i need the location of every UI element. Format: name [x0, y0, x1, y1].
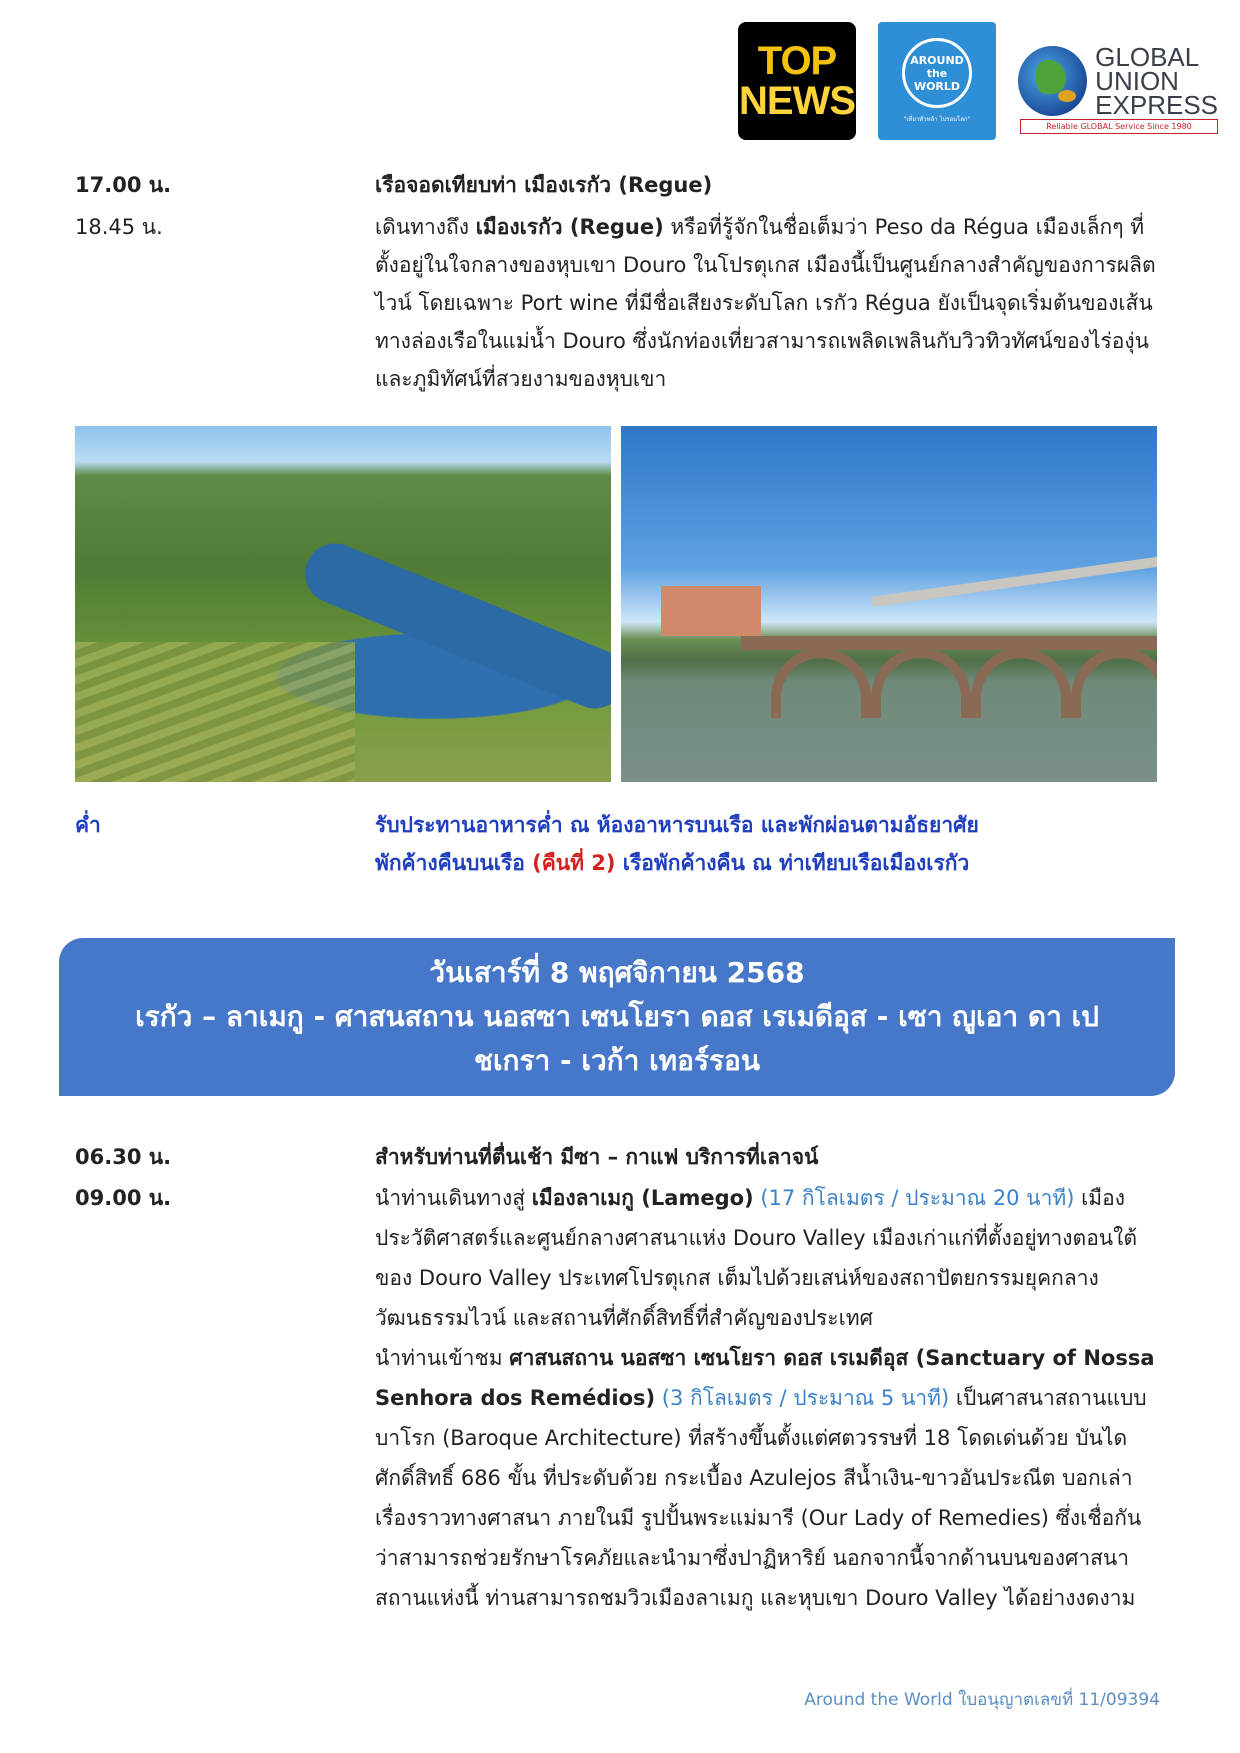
global-union-express-tagline: Reliable GLOBAL Service Since 1980	[1020, 119, 1218, 134]
topnews-logo	[738, 22, 856, 140]
day-banner-date: วันเสาร์ที่ 8 พฤศจิกายน 2568	[429, 956, 805, 989]
regua-bridge-photo	[621, 426, 1157, 782]
topnews-logo-word-1: TOP	[757, 39, 837, 83]
schedule-time: 09.00 น.	[75, 1186, 172, 1210]
schedule-row-0630	[75, 1138, 1160, 1176]
lamego-paragraph: นำท่านเดินทางสู่ เมืองลาเมกู (Lamego) (17 กิโลเมตร / ประมาณ 20 นาที) เมืองประวัติศาสตร์และศูนย์กลางศาสนาแห่ง Douro Valley เมืองเก่าแก่ที่ตั้งอยู่ทางตอนใต้ของ Douro Valley ประเทศโปรตุเกส เต็มไปด้วยเสน่ห์ของสถาปัตยกรรมยุคกลาง วัฒนธรรมไวน์ และสถานที่ศักดิ์สิทธิ์ที่สำคัญของประเทศ	[375, 1186, 1138, 1330]
schedule-description: รับประทานอาหารค่ำ ณ ห้องอาหารบนเรือ และพักผ่อนตามอัธยาศัย พักค้างคืนบนเรือ (คืนที่ 2) เรือพักค้างคืน ณ ท่าเทียบเรือเมืองเรกัว	[375, 813, 979, 875]
photo-strip	[75, 426, 1157, 782]
schedule-description: เรือจอดเทียบท่า เมืองเรกัว (Regue)	[375, 173, 713, 197]
schedule-time: 18.45 น.	[75, 215, 163, 239]
day-banner-route: เรกัว – ลาเมกู - ศาสนสถาน นอสซา เซนโยรา ดอส เรเมดีอุส - เซา ญูเอา ดา เป	[135, 1000, 1099, 1033]
sanctuary-paragraph: นำท่านเข้าชม ศาสนสถาน นอสซา เซนโยรา ดอส เรเมดีอุส (Sanctuary of Nossa Senhora dos Remédios) (3 กิโลเมตร / ประมาณ 5 นาที) เป็นศาสนาสถานแบบบาโรก (Baroque Architecture) ที่สร้างขึ้นตั้งแต่ศตวรรษที่ 18 โดดเด่นด้วย บันไดศักดิ์สิทธิ์ 686 ขั้น ที่ประดับด้วย กระเบื้อง Azulejos สีน้ำเงิน-ขาวอันประณีต บอกเล่าเรื่องราวทางศาสนา ภายในมี รูปปั้นพระแม่มารี (Our Lady of Remedies) ซึ่งเชื่อกันว่าสามารถช่วยรักษาโรคภัยและนำมาซึ่งปาฏิหาริย์ นอกจากนี้จากด้านบนของศาสนาสถานแห่งนี้ ท่านสามารถชมวิวเมืองลาเมกู และหุบเขา Douro Valley ได้อย่างงดงาม	[375, 1346, 1155, 1610]
schedule-row-1845	[75, 208, 1160, 398]
around-the-world-logo-name: AROUND the WORLD	[902, 38, 972, 108]
schedule-time: 17.00 น.	[75, 173, 172, 197]
day-banner	[59, 938, 1175, 1096]
around-the-world-logo-tagline: "เที่ยวทั่วหล้า ไปรอบโลก"	[903, 116, 971, 123]
logo-bar	[738, 22, 1218, 140]
schedule-time: 06.30 น.	[75, 1145, 172, 1169]
globe-icon	[1018, 46, 1087, 116]
day-banner-route-cont: ชเกรา - เวก้า เทอร์รอน	[473, 1044, 760, 1077]
around-the-world-logo	[878, 22, 996, 140]
global-union-express-wordmark: GLOBAL UNION EXPRESS	[1095, 42, 1218, 120]
schedule-row-1700	[75, 166, 1160, 204]
schedule-row-0900	[75, 1178, 1160, 1618]
global-union-express-logo	[1018, 22, 1218, 140]
schedule-description: สำหรับท่านที่ตื่นเช้า มีซา – กาแฟ บริการที่เลาจน์	[375, 1145, 819, 1169]
schedule-time: ค่ำ	[75, 813, 101, 837]
footer-license: Around the World ใบอนุญาตเลขที่ 11/09394	[804, 1690, 1160, 1710]
schedule-description: เดินทางถึง เมืองเรกัว (Regue) หรือที่รู้จักในชื่อเต็มว่า Peso da Régua เมืองเล็กๆ ที่ตั้งอยู่ในใจกลางของหุบเขา Douro ในโปรตุเกส เมืองนี้เป็นศูนย์กลางสำคัญของการผลิตไวน์ โดยเฉพาะ Port wine ที่มีชื่อเสียงระดับโลก เรกัว Régua ยังเป็นจุดเริ่มต้นของเส้นทางล่องเรือในแม่น้ำ Douro ซึ่งนักท่องเที่ยวสามารถเพลิดเพลินกับวิวทิวทัศน์ของไร่องุ่นและภูมิทัศน์ที่สวยงามของหุบเขา	[375, 215, 1156, 391]
schedule-row-dinner	[75, 806, 1160, 882]
topnews-logo-word-2: NEWS	[739, 79, 855, 123]
schedule-description	[375, 1178, 1160, 1618]
douro-valley-photo	[75, 426, 611, 782]
